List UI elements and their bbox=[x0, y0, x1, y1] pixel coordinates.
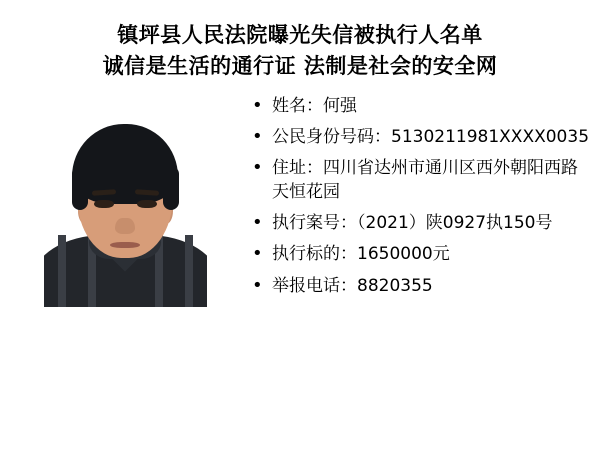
field-value-address: 四川省达州市通川区西外朝阳西路天恒花园 bbox=[272, 158, 578, 203]
info-column bbox=[250, 94, 600, 305]
photo-shirt-stripe bbox=[185, 235, 193, 307]
photo-hair-side-left bbox=[72, 166, 88, 210]
field-label-case-number: 执行案号： bbox=[272, 213, 357, 234]
list-item-name bbox=[250, 94, 590, 118]
person-info-list bbox=[250, 94, 590, 298]
photo-shirt-stripe bbox=[58, 235, 66, 307]
field-value-amount: 1650000元 bbox=[357, 244, 450, 265]
list-item-report-phone bbox=[250, 274, 590, 298]
field-value-id-number: 5130211981XXXX0035 bbox=[391, 126, 590, 147]
field-label-report-phone: 举报电话： bbox=[272, 275, 357, 296]
photo-mouth bbox=[110, 242, 140, 248]
photo-hair-side-right bbox=[163, 166, 179, 210]
photo-eye-left bbox=[94, 200, 114, 208]
person-photo bbox=[44, 94, 207, 307]
list-item-address bbox=[250, 156, 590, 204]
list-item-case-number bbox=[250, 211, 590, 235]
poster-content bbox=[0, 94, 600, 307]
page-subtitle: 诚信是生活的通行证 法制是社会的安全网 bbox=[102, 53, 498, 78]
photo-nose bbox=[115, 218, 135, 234]
field-label-address: 住址： bbox=[272, 158, 323, 178]
poster-title-block bbox=[0, 0, 600, 80]
field-value-report-phone: 8820355 bbox=[357, 275, 433, 296]
list-item-amount bbox=[250, 242, 590, 266]
photo-column bbox=[0, 94, 250, 307]
page-title: 镇坪县人民法院曝光失信被执行人名单 bbox=[117, 23, 483, 47]
field-label-name: 姓名： bbox=[272, 95, 323, 116]
field-label-id-number: 公民身份号码： bbox=[272, 126, 391, 147]
list-item-id-number bbox=[250, 125, 590, 149]
field-value-name: 何强 bbox=[323, 95, 357, 116]
field-label-amount: 执行标的： bbox=[272, 244, 357, 265]
photo-eye-right bbox=[137, 200, 157, 208]
field-value-case-number: （2021）陕0927执150号 bbox=[357, 213, 553, 234]
